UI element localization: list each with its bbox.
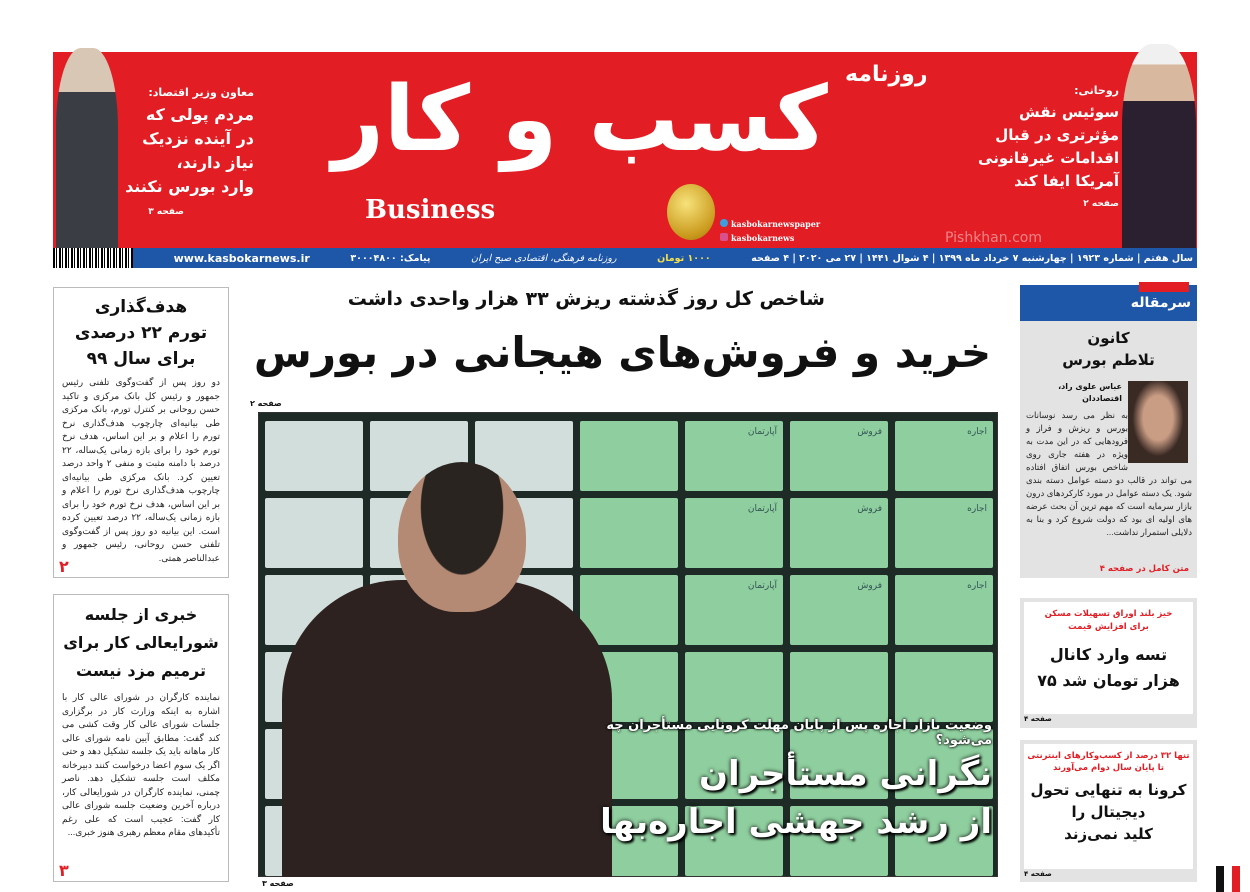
website-link[interactable]: www.kasbokarnews.ir [173,251,310,265]
headline-page-ref: صفحه ۲ [250,399,282,408]
box-title-line: کلید نمی‌زند [1064,825,1153,843]
instagram-icon [720,233,728,241]
box-title-line: کرونا به تنهایی تحول [1030,781,1187,799]
kicker: روحانی: [1074,84,1119,97]
teaser-line: در آینده نزدیک [142,129,254,148]
listing-card: فروش [790,498,888,568]
listing-card [790,652,888,722]
left-teaser [120,86,254,217]
listing-card [265,421,363,491]
logo-prefix: روزنامه [845,62,928,87]
info-strip [53,248,1197,268]
editorial-title-line: کانون [1087,329,1130,347]
telegram-icon [720,219,728,227]
box-title-line: دیجیتال را [1071,803,1146,821]
read-more-link[interactable]: متن کامل در صفحه ۴ [1099,564,1189,574]
story-body: دو روز پس از گفت‌وگوی تلفنی رئیس جمهور و رئیس کل بانک مرکزی و تاکید حسن روحانی بر کنترل تورم، بانک مرکزی طی بیانیه‌ای چارچوب هدف‌گذاری نرخ تورم را اعلام و بر این اساس، هدف نرخ تورم خود را برای بازه زمانی یک‌ساله، ۲۲ درصد با دامنه مثبت و منفی ۲ واحد درصد تعیین کرد. بانک مرکزی طی بیانیه‌ای چارچوب هدف‌گذاری نرخ تورم را اعلام و بر این اساس، هدف نرخ تورم خود را برای بازه زمانی یک‌ساله، ۲۲ درصد تعیین کرده است. این بیانیه دو روز پس از گفت‌وگوی تلفنی حسن روحانی، رئیس جمهور و عبدالناصر همتی. [62,377,221,563]
teaser-line: نیاز دارند، [176,153,254,172]
listing-card: آپارتمان [685,575,783,645]
price: ۱۰۰۰ تومان [657,252,711,264]
listing-card: فروش [790,421,888,491]
right-box-1 [1020,598,1197,728]
listing-card: آپارتمان [685,498,783,568]
editorial [1020,285,1197,578]
photo-headline-line: از رشد جهشی اجاره‌بها [600,802,992,842]
story-title-line: ترمیم مزد نیست [76,661,206,680]
logo: کسب و کار [332,67,828,172]
box-kicker: خیز بلند اوراق تسهیلات مسکن برای افزایش قیمت [1044,609,1173,632]
right-teaser [975,84,1119,209]
listing-card [685,652,783,722]
kicker: معاون وزیر اقتصاد: [148,86,254,99]
right-box-2 [1020,740,1197,882]
teaser-line: مؤثرتری در قبال [995,126,1119,144]
editorial-text: به نظر می رسد نوسانات بورس و ریزش و فراز و فرودهایی که در این مدت به ویژه در هفته جاری روی شاخص بورس اتفاق افتاده می تواند در قالب دو دسته عوامل دسته بندی شود. یک دسته عوامل در مورد کارکردهای درون بازار سرمایه است که مهم ترین آن بحث عرضه های اولیه ای بود که دولت شروع کرد و بنا به دلایلی استمرار نداشت... [1026,410,1192,537]
logo-english: Business [365,195,496,225]
minister-photo [56,48,118,248]
teaser-line: آمریکا ایفا کند [1014,172,1119,190]
watermark: Pishkhan.com [945,230,1042,246]
handle-text: kasbokarnews [731,233,795,243]
listing-card: فروش [790,575,888,645]
handle-text: kasbokarnewspaper [731,219,821,229]
photo-story [560,718,992,846]
listing-card [580,421,678,491]
story-title-line: هدف‌گذاری [94,297,188,317]
story-title-line: خبری از جلسه [84,605,198,624]
editorial-body [1026,409,1192,539]
sms-number: پیامک: ۳۰۰۰۴۸۰۰ [350,252,431,264]
teaser-line: وارد بورس نکنند [125,177,254,196]
listing-card: اجاره [895,498,993,568]
telegram-handle[interactable] [720,219,820,229]
gold-coin-image [667,184,715,240]
rouhani-photo [1122,44,1196,248]
listing-card: آپارتمان [685,421,783,491]
main-headline: خرید و فروش‌های هیجانی در بورس [253,328,992,377]
teaser-line: سوئیس نقش [1019,103,1119,121]
story-title-line: برای سال ۹۹ [86,349,196,369]
listing-card [580,498,678,568]
corner-mark-black [1216,866,1224,892]
page-ref: صفحه ۲ [1083,199,1119,209]
story-title-line: شورایعالی کار برای [63,633,219,652]
photo-kicker: وضعیت بازار اجاره پس از پایان مهلت کرونایی مستأجران چه می‌شود؟ [606,718,992,748]
box-title-line: تسه وارد کانال [1049,645,1168,664]
page-ref: صفحه ۴ [1024,870,1052,878]
page-number: ۲ [59,557,69,576]
barcode [53,248,133,268]
listing-card [580,575,678,645]
page-ref: صفحه ۳ [148,207,184,217]
subheadline: شاخص کل روز گذشته ریزش ۳۳ هزار واحدی داشت [347,288,825,310]
left-story-1 [53,287,229,578]
box-kicker: تنها ۳۲ درصد از کسب‌وکارهای اینترنتی تا پایان سال دوام می‌آورند [1027,751,1190,773]
box-title-line: ۷۵ هزار تومان شد [1037,671,1180,690]
listing-card [895,652,993,722]
left-story-2 [53,594,229,882]
photo-page-ref: صفحه ۳ [262,879,294,888]
story-body: نماینده کارگران در شورای عالی کار با اشاره به اینکه وزارت کار در برگزاری جلسات شورای عالی کار وقت کشی می کند گفت: مطابق آیین نامه شورای عالی کار ماهانه باید یک جلسه تشکیل دهد و حتی اگر یک سوم اعضا درخواست کنند دبیرخانه مکلف است جلسه تشکیل دهد. ناصر چمنی، نماینده کارگران در شورایعالی کار، درباره آخرین وضعیت جلسه شورای عالی کار گفت: عجیب است که علی رغم تأکیدهای مقام معظم رهبری هنوز خبری... [62,692,220,837]
listing-card: اجاره [895,575,993,645]
teaser-line: مردم پولی که [145,105,254,124]
listing-card: اجاره [895,421,993,491]
teaser-line: اقدامات غیرقانونی [978,149,1119,167]
tagline: روزنامه فرهنگی، اقتصادی صبح ایران [471,252,617,264]
photo-headline-line: نگرانی مستأجران [699,754,992,794]
page-number: ۳ [59,861,69,880]
author-name: عباس علوی راد، [1058,382,1122,391]
man-head [398,462,526,612]
corner-mark-red [1232,866,1240,892]
page-ref: صفحه ۴ [1024,715,1052,723]
listing-card [265,498,363,568]
editorial-label: سرمقاله [1130,295,1191,311]
story-title-line: تورم ۲۲ درصدی [74,323,208,343]
editorial-header [1020,285,1197,321]
author-role: اقتصاددان [1082,394,1122,403]
instagram-handle[interactable] [720,233,794,243]
issue-info: سال هفتم | شماره ۱۹۲۳ | چهارشنبه ۷ خرداد ماه ۱۳۹۹ | ۴ شوال ۱۴۴۱ | ۲۷ می ۲۰۲۰ | ۴ صفحه [751,252,1193,264]
editorial-title-line: تلاطم بورس [1062,351,1155,369]
